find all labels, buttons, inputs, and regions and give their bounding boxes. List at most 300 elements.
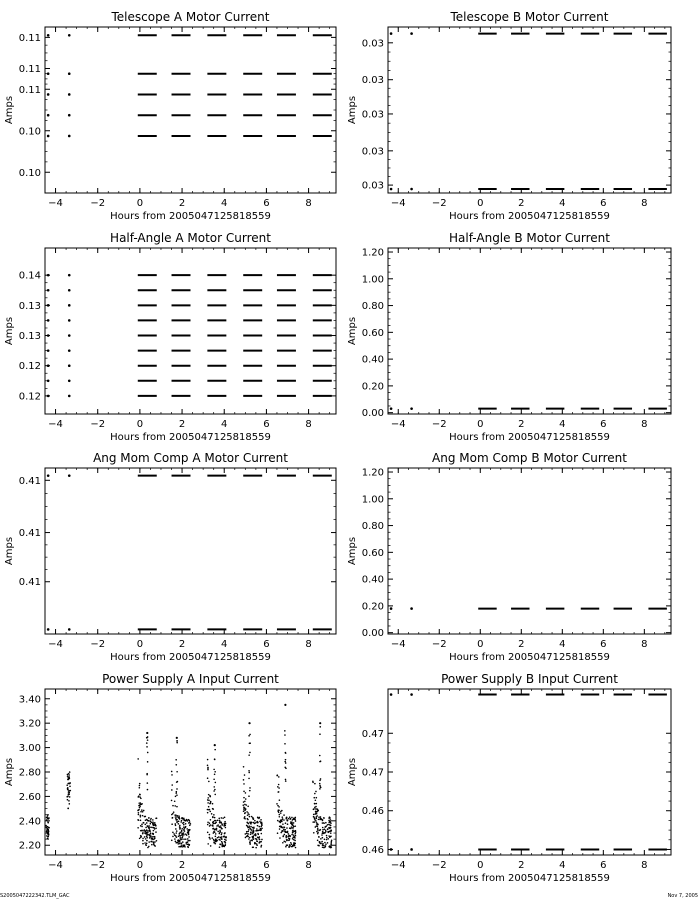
data-point <box>152 836 154 838</box>
data-point <box>252 817 254 819</box>
data-point <box>146 773 148 775</box>
data-point <box>188 822 190 824</box>
data-point <box>181 828 183 830</box>
data-point <box>288 818 290 820</box>
x-tick-label: 2 <box>178 860 186 871</box>
data-point <box>294 845 296 847</box>
data-point <box>293 822 295 824</box>
x-tick-label: 8 <box>641 419 648 430</box>
data-point <box>139 785 141 787</box>
data-point <box>140 804 142 806</box>
x-tick-label: 6 <box>263 419 270 430</box>
footer-date: Nov 7, 2005 <box>667 893 698 899</box>
y-tick-label: 3.40 <box>18 694 41 706</box>
data-point <box>67 775 69 777</box>
data-point <box>152 821 154 823</box>
data-point <box>140 798 142 800</box>
y-tick-label: 0.03 <box>361 38 384 50</box>
data-point <box>278 787 280 789</box>
data-point <box>390 407 393 410</box>
data-point <box>261 828 263 830</box>
data-point <box>246 833 248 835</box>
data-point <box>243 797 245 799</box>
data-point <box>324 826 326 828</box>
data-point <box>285 841 287 843</box>
data-point <box>253 832 255 834</box>
data-point <box>47 93 50 96</box>
data-point <box>150 819 152 821</box>
data-point <box>249 816 251 818</box>
data-point <box>145 838 147 840</box>
data-point <box>144 816 146 818</box>
data-point <box>67 808 69 810</box>
y-axis-label: Amps <box>347 316 358 346</box>
data-point <box>390 607 393 610</box>
data-point <box>209 838 211 840</box>
y-tick-label: 0.80 <box>361 521 384 533</box>
data-point <box>278 812 280 814</box>
data-point <box>183 826 185 828</box>
y-tick-label: 3.00 <box>18 743 41 755</box>
data-point <box>289 838 291 840</box>
x-tick-label: −2 <box>431 860 447 871</box>
data-point <box>149 831 151 833</box>
data-point <box>317 832 319 834</box>
data-point <box>281 816 283 818</box>
x-tick-label: 0 <box>477 639 484 650</box>
data-point <box>176 788 178 790</box>
data-peak <box>319 722 321 724</box>
y-axis-label: Amps <box>347 757 358 787</box>
chart-panel-1 <box>4 10 336 222</box>
y-tick-label: 0.41 <box>18 475 41 487</box>
data-point <box>321 834 323 836</box>
data-point <box>213 832 215 834</box>
data-point <box>145 833 147 835</box>
data-point <box>220 822 222 824</box>
data-point <box>68 395 71 398</box>
chart-title: Power Supply B Input Current <box>441 672 618 686</box>
data-point <box>178 840 180 842</box>
data-point <box>47 289 50 292</box>
data-point <box>182 833 184 835</box>
data-point <box>289 844 291 846</box>
data-point <box>322 846 324 848</box>
data-point <box>250 832 252 834</box>
data-point <box>410 607 413 610</box>
data-point <box>172 813 174 815</box>
data-point <box>410 848 413 851</box>
data-point <box>316 803 318 805</box>
y-tick-label: 0.41 <box>18 528 41 540</box>
data-point <box>145 819 147 821</box>
x-tick-label: 0 <box>136 860 144 871</box>
data-point <box>47 349 50 352</box>
data-point <box>188 844 190 846</box>
x-tick-label: 0 <box>477 860 484 871</box>
x-axis-label: Hours from 2005047125818559 <box>449 432 610 443</box>
data-point <box>181 843 183 845</box>
data-point <box>214 771 216 773</box>
data-point <box>319 755 321 757</box>
data-point <box>209 811 211 813</box>
data-point <box>143 810 145 812</box>
data-point <box>323 833 325 835</box>
data-point <box>319 841 321 843</box>
y-tick-label: 0.11 <box>18 64 41 75</box>
x-tick-label: 0 <box>136 639 144 650</box>
data-point <box>215 820 217 822</box>
x-tick-label: −2 <box>90 639 106 650</box>
data-point <box>277 786 279 788</box>
data-point <box>211 813 213 815</box>
data-point <box>47 380 50 383</box>
data-point <box>323 817 325 819</box>
y-axis-label: Amps <box>347 536 358 566</box>
data-point <box>283 835 285 837</box>
x-axis-label: Hours from 2005047125818559 <box>110 432 271 443</box>
data-point <box>154 824 156 826</box>
data-point <box>140 811 142 813</box>
data-point <box>209 803 211 805</box>
data-point <box>320 816 322 818</box>
data-point <box>177 840 179 842</box>
x-tick-label: −2 <box>431 419 447 430</box>
data-point <box>325 822 327 824</box>
data-point <box>139 807 141 809</box>
data-point <box>219 820 221 822</box>
data-point <box>47 364 50 367</box>
data-point <box>175 835 177 837</box>
data-point <box>69 771 71 773</box>
data-point <box>322 820 324 822</box>
data-point <box>390 32 393 35</box>
data-point <box>248 770 250 772</box>
plot-frame <box>45 27 336 193</box>
data-point <box>47 319 50 322</box>
chart-title: Power Supply A Input Current <box>102 672 279 686</box>
x-tick-label: 6 <box>263 860 270 871</box>
chart-panel-7 <box>4 672 336 884</box>
data-point <box>244 774 246 776</box>
data-point <box>221 834 223 836</box>
plot-frame <box>45 248 336 414</box>
data-point <box>207 821 209 823</box>
data-point <box>179 832 181 834</box>
y-tick-label: 1.20 <box>361 467 384 479</box>
data-point <box>277 791 279 793</box>
data-point <box>315 811 317 813</box>
data-point <box>285 759 287 761</box>
data-point <box>209 825 211 827</box>
x-tick-label: −4 <box>390 198 406 209</box>
data-point <box>147 789 149 791</box>
chart-panel-2 <box>347 10 671 222</box>
y-tick-label: 0.47 <box>361 767 384 779</box>
data-point <box>207 809 209 811</box>
data-point <box>182 841 184 843</box>
data-point <box>146 835 148 837</box>
data-point <box>248 829 250 831</box>
data-point <box>317 833 319 835</box>
data-point <box>185 833 187 835</box>
data-point <box>68 790 70 792</box>
data-point <box>175 759 177 761</box>
data-point <box>285 837 287 839</box>
data-point <box>245 837 247 839</box>
y-tick-label: 0.60 <box>361 547 384 559</box>
data-point <box>316 824 318 826</box>
data-point <box>245 808 247 810</box>
data-point <box>148 817 150 819</box>
data-point <box>280 832 282 834</box>
data-point <box>217 820 219 822</box>
data-point <box>68 794 70 796</box>
data-point <box>330 844 332 846</box>
data-point <box>294 825 296 827</box>
data-point <box>249 790 251 792</box>
data-point <box>185 838 187 840</box>
data-point <box>316 808 318 810</box>
data-point <box>67 783 69 785</box>
data-point <box>142 838 144 840</box>
data-point <box>224 817 226 819</box>
data-point <box>326 837 328 839</box>
data-point <box>248 825 250 827</box>
data-point <box>216 829 218 831</box>
data-point <box>151 838 153 840</box>
data-point <box>279 826 281 828</box>
data-point <box>208 806 210 808</box>
data-point <box>316 822 318 824</box>
data-point <box>140 835 142 837</box>
data-point <box>319 788 321 790</box>
data-point <box>149 836 151 838</box>
y-tick-label: 0.80 <box>361 301 384 313</box>
data-point <box>243 783 245 785</box>
data-point <box>153 830 155 832</box>
y-tick-label: 0.13 <box>18 331 41 343</box>
data-point <box>142 815 144 817</box>
data-point <box>284 827 286 829</box>
data-point <box>291 843 293 845</box>
data-point <box>221 832 223 834</box>
data-point <box>322 832 324 834</box>
data-point <box>213 841 215 843</box>
x-tick-label: 4 <box>221 860 228 871</box>
data-point <box>255 847 257 849</box>
data-point <box>149 826 151 828</box>
data-point <box>281 810 283 812</box>
data-point <box>140 816 142 818</box>
data-point <box>207 777 209 779</box>
data-point <box>282 842 284 844</box>
data-point <box>320 778 322 780</box>
data-point <box>249 827 251 829</box>
y-tick-label: 0.03 <box>361 146 384 158</box>
x-tick-label: 2 <box>178 419 186 430</box>
data-point <box>189 840 191 842</box>
data-point <box>142 811 144 813</box>
data-point <box>212 808 214 810</box>
data-point <box>294 833 296 835</box>
y-tick-label: 0.11 <box>18 32 41 44</box>
data-point <box>243 766 245 768</box>
y-tick-label: 0.00 <box>361 628 384 640</box>
data-point <box>176 781 178 783</box>
data-point <box>285 780 287 782</box>
data-point <box>325 846 327 848</box>
plot-frame <box>45 468 336 634</box>
data-point <box>290 818 292 820</box>
data-point <box>154 822 156 824</box>
data-point <box>139 794 141 796</box>
data-point <box>214 773 216 775</box>
data-point <box>146 825 148 827</box>
y-tick-label: 0.14 <box>18 270 41 282</box>
data-point <box>138 814 140 816</box>
data-point <box>186 828 188 830</box>
data-point <box>330 832 332 834</box>
data-point <box>68 289 71 292</box>
y-tick-label: 0.10 <box>18 126 41 138</box>
data-point <box>260 830 262 832</box>
y-tick-label: 0.20 <box>361 381 384 393</box>
data-point <box>315 791 317 793</box>
data-point <box>152 823 154 825</box>
data-point <box>390 848 393 851</box>
data-point <box>207 832 209 834</box>
data-point <box>174 823 176 825</box>
data-point <box>154 841 156 843</box>
data-point <box>152 833 154 835</box>
data-point <box>224 821 226 823</box>
data-point <box>47 274 50 277</box>
data-point <box>179 825 181 827</box>
data-point <box>181 820 183 822</box>
data-point <box>184 845 186 847</box>
data-point <box>175 764 177 766</box>
data-point <box>323 822 325 824</box>
data-point <box>147 833 149 835</box>
data-point <box>176 819 178 821</box>
data-point <box>171 800 173 802</box>
data-point <box>216 828 218 830</box>
data-point <box>181 830 183 832</box>
data-point <box>322 831 324 833</box>
data-point <box>259 836 261 838</box>
data-point <box>146 830 148 832</box>
data-point <box>176 794 178 796</box>
data-point <box>316 818 318 820</box>
data-point <box>322 827 324 829</box>
data-point <box>156 817 158 819</box>
data-point <box>279 814 281 816</box>
data-point <box>45 825 47 827</box>
data-point <box>47 114 50 117</box>
data-point <box>214 843 216 845</box>
data-point <box>172 817 174 819</box>
data-point <box>213 814 215 816</box>
data-point <box>283 819 285 821</box>
data-point <box>256 828 258 830</box>
data-point <box>285 752 287 754</box>
y-tick-label: 0.00 <box>361 408 384 420</box>
data-point <box>190 823 192 825</box>
data-point <box>175 841 177 843</box>
data-point <box>319 785 321 787</box>
data-point <box>284 734 286 736</box>
x-tick-label: 0 <box>477 198 484 209</box>
data-point <box>47 34 50 37</box>
data-point <box>47 628 50 631</box>
data-point <box>68 800 70 802</box>
data-point <box>257 837 259 839</box>
data-point <box>174 838 176 840</box>
data-point <box>255 830 257 832</box>
data-point <box>316 797 318 799</box>
data-point <box>225 827 227 829</box>
data-point <box>175 828 177 830</box>
data-point <box>327 842 329 844</box>
data-point <box>243 779 245 781</box>
data-point <box>278 784 280 786</box>
data-point <box>328 817 330 819</box>
data-point <box>180 821 182 823</box>
data-point <box>295 847 297 849</box>
data-point <box>140 814 142 816</box>
data-point <box>210 845 212 847</box>
x-tick-label: 8 <box>305 419 312 430</box>
y-tick-label: 2.60 <box>18 791 41 803</box>
data-point <box>277 820 279 822</box>
data-point <box>257 833 259 835</box>
data-point <box>214 758 216 760</box>
data-point <box>188 831 190 833</box>
data-point <box>173 833 175 835</box>
y-tick-label: 0.13 <box>18 300 41 312</box>
x-tick-label: 2 <box>518 419 525 430</box>
data-point <box>139 787 141 789</box>
data-peak <box>248 722 250 724</box>
data-point <box>207 799 209 801</box>
data-point <box>178 815 180 817</box>
data-point <box>171 823 173 825</box>
data-point <box>290 842 292 844</box>
x-tick-label: 8 <box>641 198 648 209</box>
data-point <box>221 838 223 840</box>
data-point <box>46 829 48 831</box>
data-point <box>150 834 152 836</box>
data-point <box>46 819 48 821</box>
data-point <box>314 819 316 821</box>
data-point <box>289 816 291 818</box>
data-point <box>215 782 217 784</box>
y-axis-label: Amps <box>4 757 15 787</box>
data-point <box>154 836 156 838</box>
data-point <box>171 771 173 773</box>
data-point <box>252 838 254 840</box>
data-point <box>219 843 221 845</box>
x-axis-label: Hours from 2005047125818559 <box>449 211 610 222</box>
data-point <box>68 628 71 631</box>
data-point <box>176 830 178 832</box>
y-tick-label: 0.46 <box>361 806 384 818</box>
data-point <box>291 826 293 828</box>
data-point <box>291 817 293 819</box>
y-tick-label: 1.00 <box>361 274 384 286</box>
data-peak <box>214 744 216 746</box>
